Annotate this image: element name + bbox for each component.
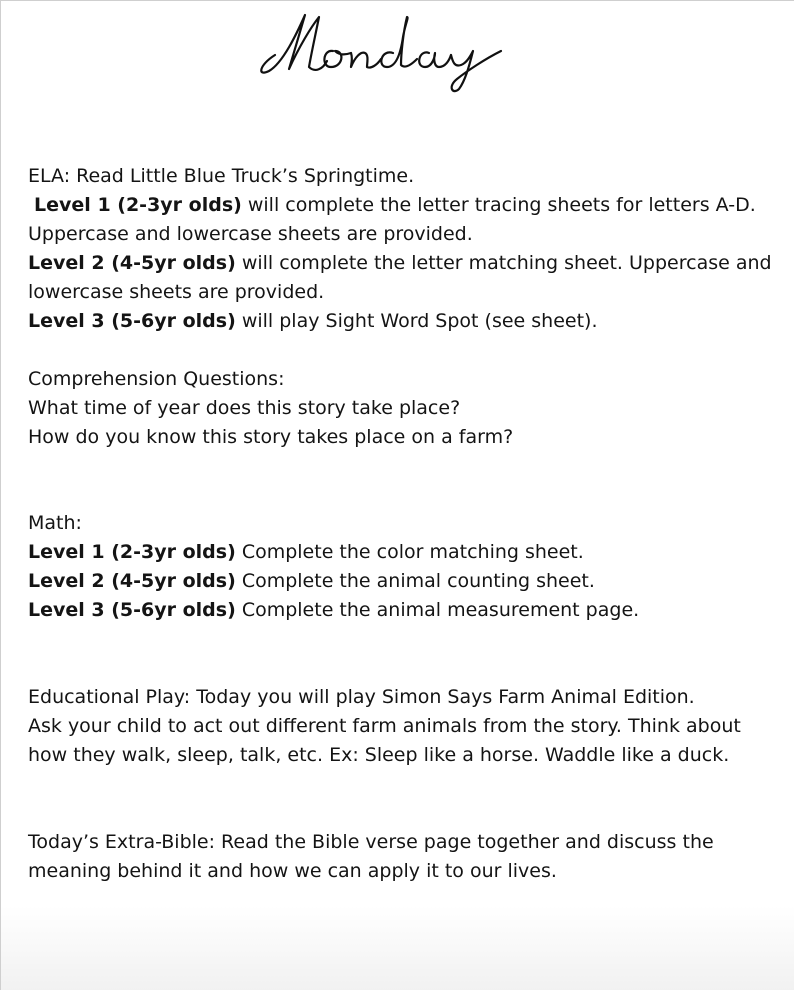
ela-level3-label: Level 3 (5-6yr olds)	[28, 310, 236, 332]
ela-level2-continued: lowercase sheets are provided.	[28, 281, 325, 303]
math-level2-text: Complete the animal counting sheet.	[235, 570, 595, 592]
ela-level2-line	[28, 249, 772, 278]
monday-script-title	[253, 7, 543, 97]
math-level2-line	[28, 567, 595, 596]
comprehension-question-1: What time of year does this story take place?	[28, 397, 461, 419]
ela-level2-label: Level 2 (4-5yr olds)	[28, 252, 236, 274]
play-line-2: Ask your child to act out different farm animals from the story. Think about	[28, 715, 741, 737]
extra-bible-line-2: meaning behind it and how we can apply it to our lives.	[28, 860, 557, 882]
math-heading: Math:	[28, 512, 82, 534]
comprehension-heading: Comprehension Questions:	[28, 368, 285, 390]
ela-level1-line	[28, 191, 756, 220]
play-line-1: Educational Play: Today you will play Simon Says Farm Animal Edition.	[28, 686, 695, 708]
comprehension-question-2: How do you know this story takes place on a farm?	[28, 426, 514, 448]
ela-level1-text: will complete the letter tracing sheets for letters A-D.	[241, 194, 756, 216]
ela-level1-continued: Uppercase and lowercase sheets are provided.	[28, 223, 473, 245]
page-title-text	[1, 7, 2, 8]
page-title	[1, 7, 794, 97]
math-level1-label: Level 1 (2-3yr olds)	[28, 541, 236, 563]
ela-intro: ELA: Read Little Blue Truck’s Springtime.	[28, 165, 415, 187]
ela-level1-label: Level 1 (2-3yr olds)	[34, 194, 242, 216]
play-line-3: how they walk, sleep, talk, etc. Ex: Sleep like a horse. Waddle like a duck.	[28, 744, 730, 766]
math-level1-text: Complete the color matching sheet.	[235, 541, 584, 563]
math-level3-text: Complete the animal measurement page.	[235, 599, 640, 621]
ela-level2-text: will complete the letter matching sheet. Uppercase and	[235, 252, 772, 274]
math-level1-line	[28, 538, 584, 567]
math-level3-label: Level 3 (5-6yr olds)	[28, 599, 236, 621]
math-level2-label: Level 2 (4-5yr olds)	[28, 570, 236, 592]
ela-level3-line	[28, 307, 598, 336]
ela-level3-text: will play Sight Word Spot (see sheet).	[235, 310, 598, 332]
math-level3-line	[28, 596, 639, 625]
extra-bible-line-1: Today’s Extra-Bible: Read the Bible verse page together and discuss the	[28, 831, 714, 853]
